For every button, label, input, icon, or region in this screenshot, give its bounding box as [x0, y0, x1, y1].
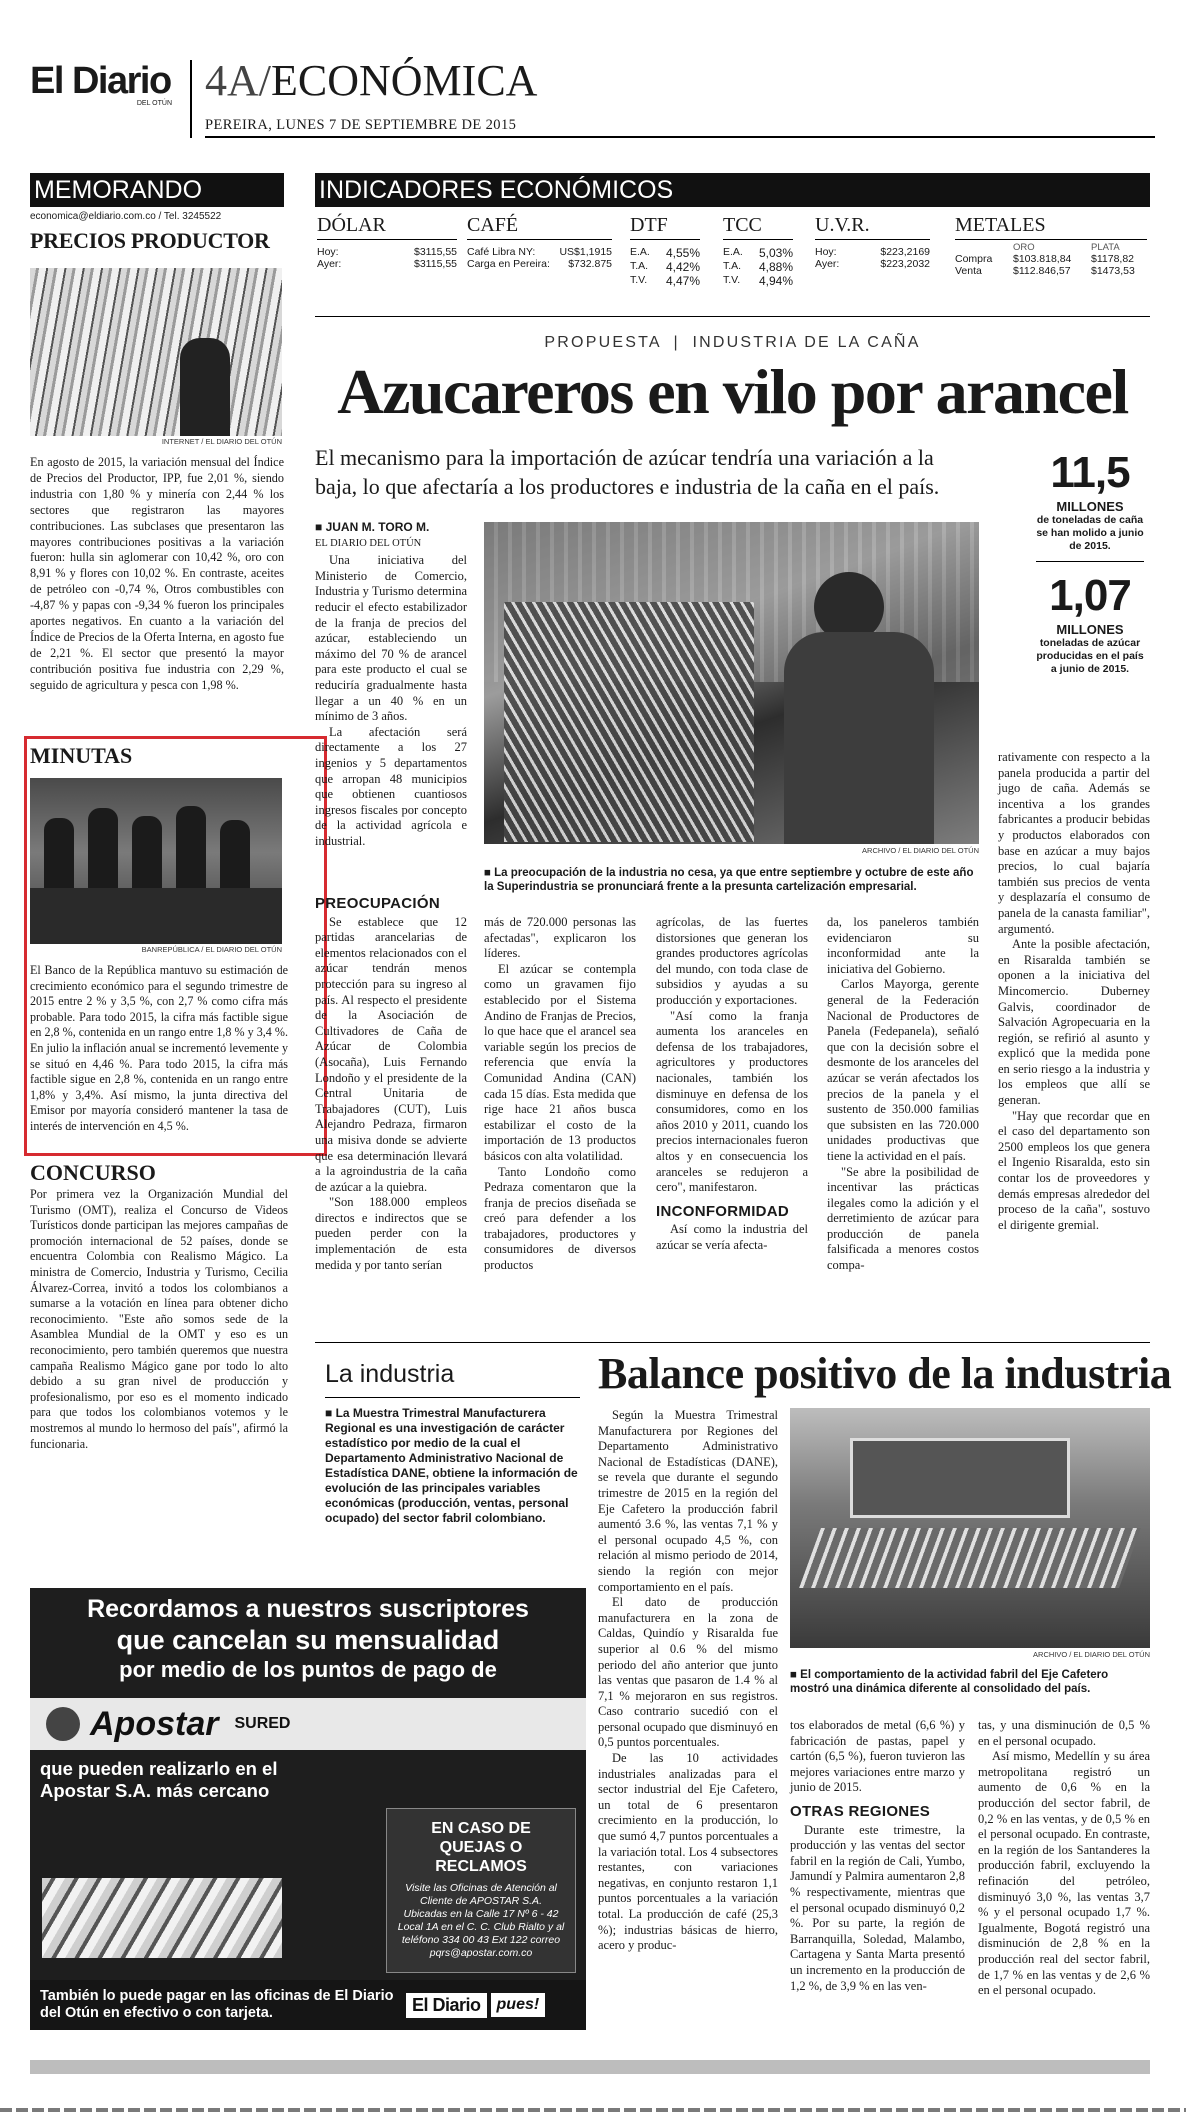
apostar-logo-text: Apostar: [90, 1704, 219, 1743]
metales-label: METALES: [955, 214, 1147, 240]
precios-productor-heading: PRECIOS PRODUCTOR: [30, 228, 270, 253]
main-col-1: ■ JUAN M. TORO M. EL DIARIO DEL OTÚN Una iniciativa del Ministerio de Comercio, Industria y Turismo determina reducir el efecto estabilizador de la franja de precios del azúcar, estableciendo un máximo del 70 % de arancel para este producto el cual se reduciría gradualmente hasta llegar a un 40 % en un mínimo de 3 años. La afectación será directamente a los 27 ingenios y 5 departamentos que arropan 48 municipios que obtienen cuantiosos ingresos fiscales por concepto de la actividad agrícola e industrial.: [315, 520, 467, 848]
bottom-strip: [30, 2060, 1150, 2074]
bottom-crop-line: [0, 2108, 1186, 2112]
main-col-2: más de 720.000 personas las afectadas", explicaron los líderes. El azúcar se contempla como un gravamen fijo establecido por el Sistema Andino de Franjas de Precios, lo que hace que el arancel sea variable según los precios de referencia que envía la Comunidad Andina (CAN) cada 15 días. Esta medida que rige hace 21 años busca estabilizar el costo de la importación de 13 productos básicos con alta volatilidad. Tanto Londoño como Pedraza comentaron que la franja de precios diseñada se creó para defender a los trabajadores, productores y consumidores de diversos productos: [484, 915, 636, 1273]
quejas-text: Visite las Oficinas de Atención al Cliente de APOSTAR S.A. Ubicadas en la Calle 17 Nº 6 - 42 Local 1A en el C. C. Club Rialto y al teléfono 334 00 43 Ext 122 correo pqrs@apostar.com.co: [397, 1882, 565, 1959]
main-col-1-lower: PREOCUPACIÓN Se establece que 12 partidas arancelarias de elementos relacionados con el azúcar tendrán menos protección para su ingreso al país. Al respecto el presidente de la Asociación de Cultivadores de Caña de Azúcar de Colombia (Asocaña), Luis Fernando Londoño y el presidente de la Central Unitaria de Trabajadores (CUT), Luis Alejandro Pedraza, firmaron una misiva donde se advierte que esa determinación llevará a la agroindustria de la caña de azúcar a la quiebra. "Son 188.000 empleos directos e indirectos que se pueden perder con la implementación de esta medida y por tanto serían: [315, 895, 467, 1272]
indicadores-header: INDICADORES ECONÓMICOS: [315, 173, 1150, 207]
photo-credit: ARCHIVO / EL DIARIO DEL OTÚN: [862, 846, 979, 855]
minutas-heading: MINUTAS: [30, 743, 133, 768]
textile-factory-photo: [30, 268, 282, 436]
uvr-cell: U.V.R. Hoy: $223,2169 Ayer: $223,2032: [815, 214, 930, 270]
main-headline: Azucareros en vilo por arancel: [337, 356, 1128, 427]
factory-machinery-photo: [790, 1408, 1150, 1648]
stat1-desc: de toneladas de caña se han molido a junio de 2015.: [1036, 514, 1144, 552]
ad-line-3: por medio de los puntos de pago de: [119, 1657, 497, 1682]
logo-main: El Diario: [30, 60, 171, 102]
page-number: 4A/: [205, 56, 271, 105]
memorando-contact: economica@eldiario.com.co / Tel. 3245522: [30, 211, 222, 222]
memorando-body: En agosto de 2015, la variación mensual del Índice de Precios del Productor, IPP, fue 2,01 %, siendo industria con 1,80 % y minería con 2,44 % los sectores que registraron las mayores contribuciones. Las subclases que presentaron las mayores contribuciones positivas a la variación fueron: hulla sin aglomerar con 10,42 %, oro con 8,91 % y flores con 10,02 %. En contraste, aceites de petróleo con -0,74 %, Otros combustibles con -4,87 % y papas con -9,34 % fueron los principales aportes negativos. En cuanto a la variación del Índice de Precios de la Oferta Interna, en agosto fue de 2,21 %. El sector que presentó la mayor contribución positiva fue industria con 2,29 %, seguido de agricultura y pesca con 1,98 %.: [30, 455, 284, 692]
apostar-ad: [30, 1578, 586, 2030]
concurso-heading: CONCURSO: [30, 1160, 156, 1185]
ad-line-5: Apostar S.A. más cercano: [40, 1780, 270, 1801]
photo-credit: ARCHIVO / EL DIARIO DEL OTÚN: [1033, 1650, 1150, 1659]
ad-line-4: que pueden realizarlo en el: [40, 1758, 278, 1779]
second-col-3: tas, y una disminución de 0,5 % en el personal ocupado. Así mismo, Medellín y su área metropolitana registró un aumento de 0,6 % en la producción del sector fabril, de 0,2 % en las ventas, y de 0,5 % en el personal ocupado. En contraste, en la región de los Santanderes la producción fabril, excluyendo la refinación del petróleo, disminuyó 3,0 %, las ventas 3,7 % y el personal ocupado 1,7 %. Igualmente, Bogotá registró una disminución de 2,8 % en la producción real del sector fabril, de 1,7 % en las ventas y de 2,6 % en el personal ocupado.: [978, 1718, 1150, 1998]
stat2-desc: toneladas de azúcar producidas en el país a junio de 2015.: [1036, 637, 1144, 675]
stat1-unit: MILLONES: [1056, 499, 1124, 514]
apostar-logo-icon: [46, 1707, 80, 1741]
sured-logo: SURED: [234, 1715, 291, 1732]
dtf-cell: DTF E.A. 4,55% T.A. 4,42% T.V. 4,47%: [630, 214, 700, 288]
masthead-logo: [30, 62, 180, 107]
dolar-cell: DÓLAR Hoy: $3115,55 Ayer: $3115,55: [317, 214, 457, 270]
eldiario-logo: El Diario: [406, 1993, 487, 2018]
main-photo-caption: ■ La preocupación de la industria no cesa, ya que entre septiembre y octubre de este año la Superindustria se pronunciará frente a la presunta cartelización empresarial.: [484, 867, 974, 893]
memorando-header: MEMORANDO: [30, 173, 284, 207]
apostar-logo-bar: [30, 1698, 586, 1750]
second-headline: Balance positivo de la industria: [598, 1349, 1172, 1398]
stats-panel: [1030, 447, 1150, 676]
board-members-photo: [30, 778, 282, 944]
box-text: ■ La Muestra Trimestral Manufacturera Regional es una investigación de carácter estadístico por medio de la cual el Departamento Administrativo Nacional de Estadística DANE, obtiene la información de evolución de las principales variables económicas (producción, ventas, personal ocupado) del sector fabril colombiano.: [325, 1406, 578, 1525]
metales-cell: METALES ORO PLATA Compra $103.818,84 $1178,82 Venta $112.846,57 $1473,53: [955, 214, 1147, 277]
box-title: La industria: [325, 1360, 580, 1398]
sugarcane-worker-photo: [484, 522, 979, 844]
photo-credit: BANREPÚBLICA / EL DIARIO DEL OTÚN: [141, 945, 282, 954]
quejas-box: [386, 1808, 576, 1973]
ad-footer-text: También lo puede pagar en las oficinas de El Diario del Otún en efectivo o con tarjeta.: [40, 1988, 394, 2021]
dtf-label: DTF: [630, 214, 700, 240]
stat2-unit: MILLONES: [1056, 622, 1124, 637]
logo-sub: DEL OTÚN: [136, 100, 172, 107]
tcc-label: TCC: [723, 214, 793, 240]
la-industria-box: [325, 1360, 580, 1526]
concurso-body: Por primera vez la Organización Mundial del Turismo (OMT), realiza el Concurso de Videos Turísticos donde participan las mejores campañas de promoción internacional de 52 países, donde se encuentra Colombia con Realismo Mágico. La ministra de Comercio, Industria y Turismo, Cecilia Álvarez-Correa, invitó a todos los colombianos a sumarse a la votación en línea para obtener dicho reconocimiento. "Este año somos sede de la Asamblea Mundial de la OMT y eso es un reconocimiento, pero también queremos que nuestra campaña Realismo Mágico gane por todo lo alto debido a su gran nivel de producción y profesionalismo, por eso es el momento indicado para que todos los colombianos votemos y le mostremos al mundo lo hermoso del país", afirmó la funcionaria.: [30, 1187, 288, 1451]
main-col-3: agrícolas, de las fuertes distorsiones que generan los grandes productores agrícolas del mundo, con toda clase de subsidios y ayudas a su producción y exportaciones. "Así como la franja aumenta los aranceles en defensa de los trabajadores, agricultores y productores nacionales, también los disminuye en defensa de los consumidores, como en los años 2010 y 2011, cuando los precios internacionales fueron altos y en consecuencia los aranceles se redujeron a cero", manifestaron. INCONFORMIDAD Así como la industria del azúcar se vería afecta-: [656, 915, 808, 1252]
minutas-body: El Banco de la República mantuvo su estimación de crecimiento económico para el segundo trimestre de 2015 entre 2 % y 3,5 %, con 2,7 % como cifra más probable. Para todo 2015, la cifra más factible sigue en 2,8 %, contenida en un rango entre 1,8 % y 3,4 %. En julio la inflación anual se incrementó levemente y se situó en 4,46 %. Para todo 2015, la cifra más factible sigue en 2,8 %, contenida en un rango entre 1,8% y 3,4%. Así mismo, la junta directiva del Emisor por mayoría consideró mantener la tasa de interés de intervención en 4,5 %.: [30, 963, 288, 1133]
second-photo-caption: ■ El comportamiento de la actividad fabril del Eje Cafetero mostró una dinámica diferente al consolidado del país.: [790, 1669, 1109, 1695]
dateline: PEREIRA, LUNES 7 DE SEPTIEMBRE DE 2015: [205, 117, 517, 133]
cafe-cell: CAFÉ Café Libra NY: US$1,1915 Carga en Pereira: $732.875: [467, 214, 612, 270]
uvr-label: U.V.R.: [815, 214, 930, 240]
kicker: PROPUESTA | INDUSTRIA DE LA CAÑA: [544, 334, 921, 351]
second-col-1: Según la Muestra Trimestral Manufacturera por Regiones del Departamento Administrativo Nacional de Estadísticas (DANE), se revela que durante el segundo trimestre de 2015 en la región del Eje Cafetero la producción fabril aumentó 3.6 %, las ventas 7,1 % y el personal ocupado 4,5 %, con relación al mismo periodo de 2014, siendo la región con mejor comportamiento en el país. El dato de producción manufacturera en la zona de Caldas, Quindío y Risaralda fue superior al 0.6 % del mismo periodo del año anterior que junto las ventas que pasaron de 1.4 % al 7,1 % mejoraron en sus registros. Caso contrario sucedió con el personal ocupado que disminuyó en 0,5 puntos porcentuales. De las 10 actividades industriales analizadas para el sector industrial del Eje Cafetero, un total de 6 presentaron crecimiento en la producción, lo que sumó 4,7 puntos porcentuales a la variación total. Los 4 subsectores restantes, con variaciones negativas, en conjunto restaron 1,1 puntos porcentuales a la variación total. La producción de café (25,3 %); industrias básicas de hierro, acero y produc-: [598, 1408, 778, 1953]
main-deck: El mecanismo para la importación de azúcar tendría una variación a la baja, lo que afectaría a los productores e industria de la caña en el país.: [315, 445, 940, 499]
ad-footer: [30, 1980, 586, 2030]
dolar-label: DÓLAR: [317, 214, 457, 240]
stat2-number: 1,07: [1049, 571, 1131, 620]
second-col-2: tos elaborados de metal (6,6 %) y fabricación de pastas, papel y cartón (6,5 %), fueron tuvieron las mejores variaciones entre marzo y junio de 2015. OTRAS REGIONES Durante este trimestre, la producción y las ventas del sector fabril en la región de Cali, Yumbo, Jamundí y Palmira aumentaron 2,8 % respectivamente, mientras que el personal ocupado disminuyó 0,2 %. Por su parte, la región de Barranquilla, Soledad, Malambo, Cartagena y Santa Marta presentó un incremento en la producción de 1,2 %, de 3,9 % en las ven-: [790, 1718, 965, 1993]
photo-credit: INTERNET / EL DIARIO DEL OTÚN: [161, 437, 282, 446]
tcc-cell: TCC E.A. 5,03% T.A. 4,88% T.V. 4,94%: [723, 214, 793, 288]
ad-line-1: Recordamos a nuestros suscriptores: [87, 1595, 529, 1623]
quejas-title: EN CASO DE QUEJAS O RECLAMOS: [431, 1820, 531, 1875]
stat1-number: 11,5: [1050, 448, 1130, 497]
newspaper-stack-graphic: [42, 1878, 282, 1958]
section-title: ECONÓMICA: [271, 56, 538, 105]
main-col-5: rativamente con respecto a la panela producida a partir del jugo de caña. Además se incentiva a los grandes fabricantes a producir bebidas y productos elaborados con base en azúcar a muy bajos precios, lo cual bajaría también sus precios de venta y desplazaría el consumo de panela de la canasta familiar", argumentó. Ante la posible afectación, en Risaralda también se oponen a la iniciativa del Mincomercio. Duberney Galvis, coordinador de Salvación Agropecuaria en la región, se refirió al asunto y explicó que la medida pone en serio riesgo a la industria y los empleos que allí se generan. "Hay que recordar que en el caso del departamento son 2500 empleos los que genera el Ingenio Risaralda, esto sin contar los de proveedores y demás empresas alrededor del proceso de la caña", sostuvo el dirigente gremial.: [998, 750, 1150, 1232]
main-col-4: da, los paneleros también evidenciaron su inconformidad ante la iniciativa del Gobierno. Carlos Mayorga, gerente general de la Federación Nacional de Productores de Panela (Fedepanela), señaló que con la decisión sobre el desmonte de los aranceles del azúcar se verán afectados los precios de la panela y el sustento de 350.000 familias que subsisten en las 720.000 unidades productivas que tiene la actividad en el país. "Se abre la posibilidad de incentivar las prácticas ilegales como la adición y el derretimiento de azúcar para producción de panela falsificada a menores costos compa-: [827, 915, 979, 1273]
pues-logo: pues!: [491, 1993, 546, 2017]
cafe-label: CAFÉ: [467, 214, 612, 240]
ad-line-2: que cancelan su mensualidad: [116, 1625, 500, 1655]
page-section: [205, 55, 537, 107]
indicadores-table: [315, 214, 1150, 314]
